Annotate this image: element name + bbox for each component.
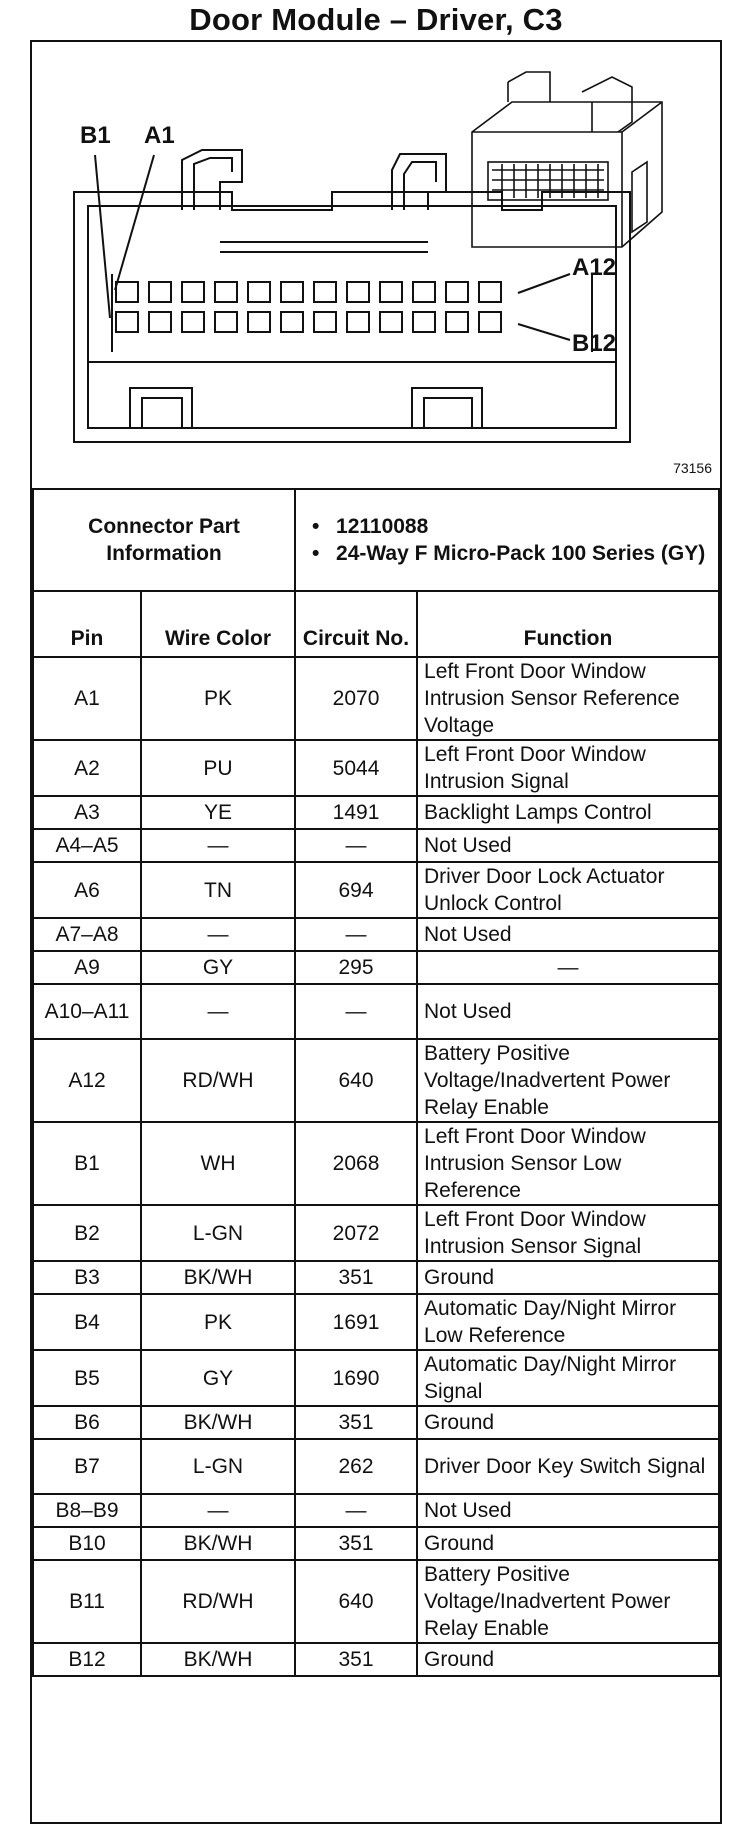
circuit-cell: 1691 [295, 1294, 417, 1350]
page-title: Door Module – Driver, C3 [189, 2, 563, 37]
pin-cell: B2 [33, 1205, 141, 1261]
function-cell: Not Used [417, 829, 719, 862]
table-row [33, 951, 719, 984]
circuit-cell: 640 [295, 1560, 417, 1643]
pin-cavity [380, 312, 402, 332]
circuit-cell: 351 [295, 1643, 417, 1676]
pin-cell: A12 [33, 1039, 141, 1122]
pin-cavity [116, 282, 138, 302]
pin-cell: A6 [33, 862, 141, 918]
function-cell: Automatic Day/Night Mirror Signal [417, 1350, 719, 1406]
wire-color-cell: TN [141, 862, 295, 918]
pin-cavity [413, 312, 435, 332]
function-cell: Ground [417, 1527, 719, 1560]
connector-diagram [32, 42, 720, 490]
pin-cell: A4–A5 [33, 829, 141, 862]
pin-cell: B10 [33, 1527, 141, 1560]
pin-cavity [182, 282, 204, 302]
table-row [33, 1494, 719, 1527]
pin-cavity [149, 312, 171, 332]
pin-cell: A3 [33, 796, 141, 829]
wire-color-cell: GY [141, 951, 295, 984]
wire-color-cell: WH [141, 1122, 295, 1205]
function-cell: Driver Door Lock Actuator Unlock Control [417, 862, 719, 918]
pin-cavity [149, 282, 171, 302]
wire-color-cell: PK [141, 657, 295, 740]
table-row [33, 1122, 719, 1205]
pin-cavity [281, 282, 303, 302]
wire-color-cell: YE [141, 796, 295, 829]
pin-cavity [479, 312, 501, 332]
pin-cell: B6 [33, 1406, 141, 1439]
header-circuit-no: Circuit No. [295, 591, 417, 657]
header-pin: Pin [33, 591, 141, 657]
pin-cavity [116, 312, 138, 332]
pin-cavity [446, 282, 468, 302]
function-cell: Backlight Lamps Control [417, 796, 719, 829]
function-cell: Left Front Door Window Intrusion Sensor Reference Voltage [417, 657, 719, 740]
pin-cavity [248, 312, 270, 332]
header-function: Function [417, 591, 719, 657]
function-cell: Not Used [417, 1494, 719, 1527]
pinout-table [32, 488, 720, 1677]
circuit-cell: — [295, 984, 417, 1039]
connector-description: • 24-Way F Micro-Pack 100 Series (GY) [312, 540, 712, 567]
figure-number: 73156 [673, 460, 712, 476]
pin-cell: B3 [33, 1261, 141, 1294]
table-row [33, 1039, 719, 1122]
pin-cell: B1 [33, 1122, 141, 1205]
wire-color-cell: — [141, 984, 295, 1039]
circuit-cell: 1491 [295, 796, 417, 829]
pin-cavity [182, 312, 204, 332]
function-cell: Ground [417, 1261, 719, 1294]
function-cell: Battery Positive Voltage/Inadvertent Power Relay Enable [417, 1039, 719, 1122]
connector-part-number: • 12110088 [312, 513, 712, 540]
table-header-row [33, 591, 719, 657]
pin-cavity [347, 312, 369, 332]
table-row [33, 1261, 719, 1294]
table-row [33, 1643, 719, 1676]
table-row [33, 1350, 719, 1406]
pin-cavity [314, 312, 336, 332]
pin-cavity [413, 282, 435, 302]
pin-cavity [215, 282, 237, 302]
table-row [33, 1439, 719, 1494]
wire-color-cell: PU [141, 740, 295, 796]
function-cell: Ground [417, 1406, 719, 1439]
pin-cell: B8–B9 [33, 1494, 141, 1527]
wire-color-cell: BK/WH [141, 1261, 295, 1294]
wire-color-cell: — [141, 918, 295, 951]
wire-color-cell: GY [141, 1350, 295, 1406]
function-cell: Automatic Day/Night Mirror Low Reference [417, 1294, 719, 1350]
wire-color-cell: L-GN [141, 1439, 295, 1494]
wire-color-cell: BK/WH [141, 1643, 295, 1676]
pin-cell: B4 [33, 1294, 141, 1350]
function-cell: Ground [417, 1643, 719, 1676]
circuit-cell: 694 [295, 862, 417, 918]
wire-color-cell: RD/WH [141, 1039, 295, 1122]
pin-cell: A10–A11 [33, 984, 141, 1039]
connector-face-drawing [32, 42, 720, 490]
label-a1: A1 [144, 122, 175, 149]
function-cell: Left Front Door Window Intrusion Sensor Signal [417, 1205, 719, 1261]
circuit-cell: 262 [295, 1439, 417, 1494]
table-row [33, 740, 719, 796]
table-row [33, 1294, 719, 1350]
function-cell: — [417, 951, 719, 984]
circuit-cell: 2068 [295, 1122, 417, 1205]
wire-color-cell: BK/WH [141, 1527, 295, 1560]
connector-info-list [295, 489, 719, 591]
table-row [33, 1205, 719, 1261]
function-cell: Left Front Door Window Intrusion Signal [417, 740, 719, 796]
function-cell: Not Used [417, 918, 719, 951]
pin-cavity [248, 282, 270, 302]
pin-cell: A1 [33, 657, 141, 740]
circuit-cell: 1690 [295, 1350, 417, 1406]
pin-cavity [314, 282, 336, 302]
circuit-cell: 2072 [295, 1205, 417, 1261]
circuit-cell: — [295, 1494, 417, 1527]
function-cell: Not Used [417, 984, 719, 1039]
pin-cell: B12 [33, 1643, 141, 1676]
connector-info-label: Connector Part Information [33, 489, 295, 591]
circuit-cell: — [295, 918, 417, 951]
circuit-cell: — [295, 829, 417, 862]
circuit-cell: 351 [295, 1261, 417, 1294]
pin-cavity [380, 282, 402, 302]
circuit-cell: 351 [295, 1527, 417, 1560]
circuit-cell: 2070 [295, 657, 417, 740]
pin-cavity [446, 312, 468, 332]
wire-color-cell: — [141, 1494, 295, 1527]
wire-color-cell: — [141, 829, 295, 862]
header-wire-color: Wire Color [141, 591, 295, 657]
connector-sheet [30, 40, 722, 1824]
function-cell: Battery Positive Voltage/Inadvertent Power Relay Enable [417, 1560, 719, 1643]
pin-cavities [116, 282, 501, 332]
connector-info-row [33, 489, 719, 591]
wire-color-cell: RD/WH [141, 1560, 295, 1643]
table-row [33, 984, 719, 1039]
table-row [33, 796, 719, 829]
wire-color-cell: PK [141, 1294, 295, 1350]
table-row [33, 918, 719, 951]
pin-cell: A9 [33, 951, 141, 984]
circuit-cell: 351 [295, 1406, 417, 1439]
pin-cell: A7–A8 [33, 918, 141, 951]
wire-color-cell: L-GN [141, 1205, 295, 1261]
label-a12: A12 [572, 254, 617, 281]
table-row [33, 1560, 719, 1643]
pin-cavity [479, 282, 501, 302]
table-row [33, 862, 719, 918]
function-cell: Driver Door Key Switch Signal [417, 1439, 719, 1494]
wire-color-cell: BK/WH [141, 1406, 295, 1439]
table-row [33, 829, 719, 862]
pin-cell: B11 [33, 1560, 141, 1643]
function-cell: Left Front Door Window Intrusion Sensor Low Reference [417, 1122, 719, 1205]
circuit-cell: 295 [295, 951, 417, 984]
pin-cell: B7 [33, 1439, 141, 1494]
label-b1: B1 [80, 122, 111, 149]
circuit-cell: 5044 [295, 740, 417, 796]
pin-rows [33, 657, 719, 1676]
pin-cell: B5 [33, 1350, 141, 1406]
table-row [33, 657, 719, 740]
table-row [33, 1527, 719, 1560]
pin-cavity [215, 312, 237, 332]
pin-cavity [347, 282, 369, 302]
table-row [33, 1406, 719, 1439]
pin-cell: A2 [33, 740, 141, 796]
label-b12: B12 [572, 330, 617, 357]
pin-cavity [281, 312, 303, 332]
circuit-cell: 640 [295, 1039, 417, 1122]
